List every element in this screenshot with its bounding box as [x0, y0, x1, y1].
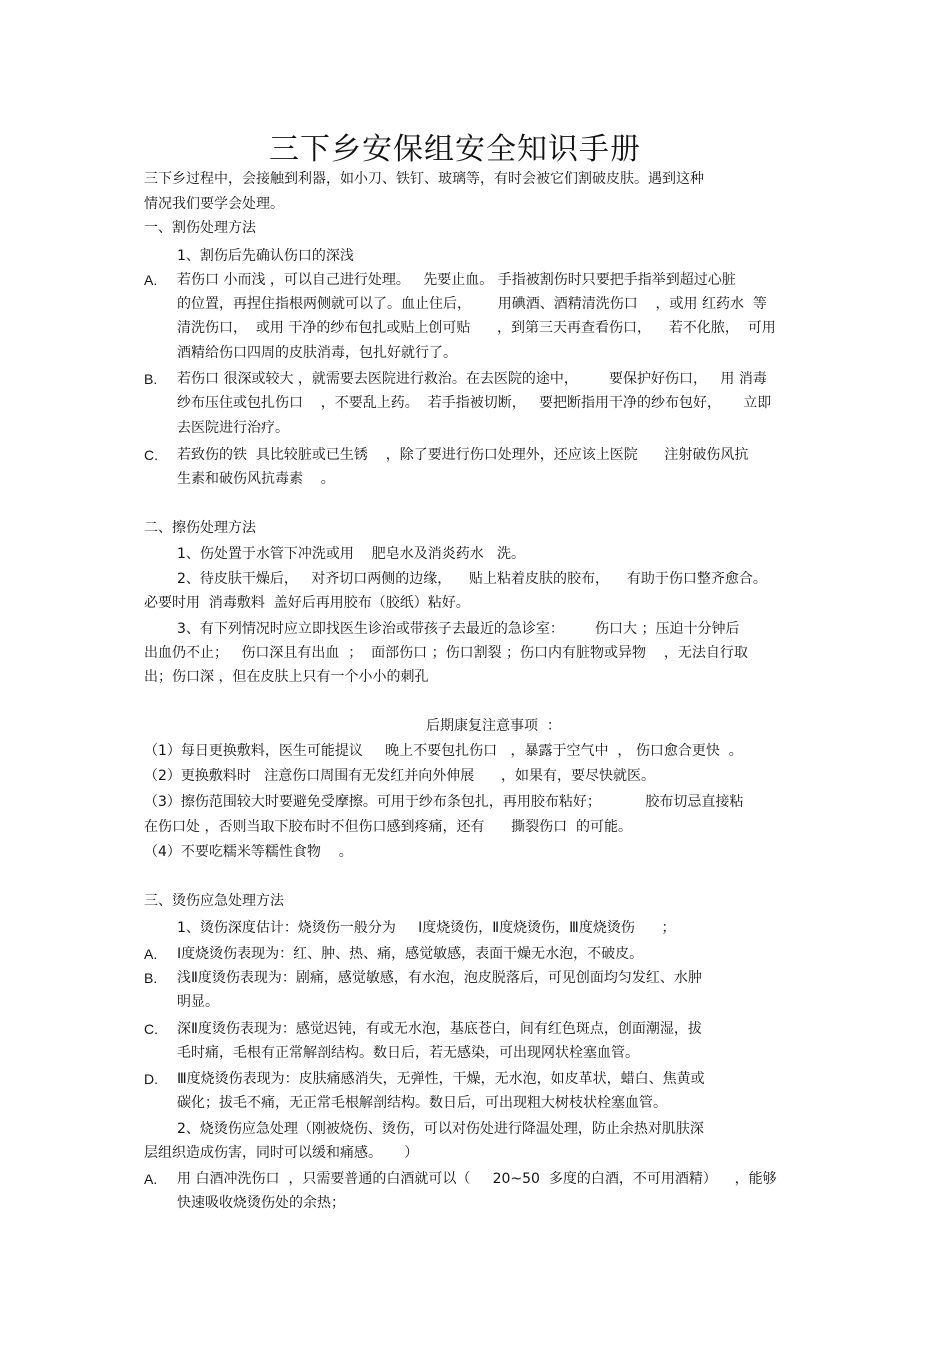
item-label: C.	[144, 447, 158, 463]
paragraph-line: 在伤口处 ，否则当取下胶布时不但伤口感到疼痛，还有 撕裂伤口 的可能。	[144, 819, 633, 835]
paragraph-line: 用 白酒冲洗伤口 ，只需要普通的白酒就可以（ 20~50 多度的白酒，不可用酒精） ，能够	[177, 1171, 777, 1187]
paragraph-line: 生素和破伤风抗毒素 。	[177, 471, 335, 487]
paragraph-line: 层组织造成伤害，同时可以缓和痛感。 ）	[144, 1145, 419, 1161]
paragraph-line: 毛时痛，毛根有正常解剖结构。数日后，若无感染，可出现网状栓塞血管。	[177, 1045, 639, 1061]
paragraph-line: 出；伤口深 ，但在皮肤上只有一个小小的刺孔	[144, 669, 429, 685]
paragraph-line: 出血仍不止； 伤口深且有出血 ； 面部伤口 ；伤口割裂 ；伤口内有脏物或异物 ，无法自行取	[144, 645, 748, 661]
section-heading: 一、割伤处理方法	[144, 220, 256, 236]
subheading: 1、割伤后先确认伤口的深浅	[177, 248, 354, 264]
item-label: A.	[144, 946, 158, 962]
section-heading: 三、烫伤应急处理方法	[144, 893, 284, 909]
paragraph-line: （1）每日更换敷料，医生可能提议 晚上不要包扎伤口 ，暴露于空气中 ， 伤口愈合更快 。	[144, 743, 743, 759]
item-label: A.	[144, 1171, 158, 1187]
paragraph-line: 去医院进行治疗。	[177, 420, 289, 436]
paragraph-line: 若伤口 小而浅 ，可以自己进行处理。 先要止血。 手指被割伤时只要把手指举到超过心脏	[177, 272, 736, 288]
item-label: C.	[144, 1021, 158, 1037]
paragraph-line: 明显。	[177, 994, 219, 1010]
paragraph-line: 的位置，再捏住指根两侧就可以了。血止住后， 用碘酒、酒精清洗伤口 ，或用 红药水 等	[177, 296, 767, 312]
section-heading: 二、擦伤处理方法	[144, 520, 256, 536]
paragraph-line: 必要时用 消毒敷料 盖好后再用胶布（胶纸）粘好。	[144, 595, 470, 611]
subheading: 1、烫伤深度估计：烧烫伤一般分为 Ⅰ度烧烫伤，Ⅱ度烧烫伤，Ⅲ度烧烫伤 ；	[177, 920, 676, 936]
intro-line: 三下乡过程中，会接触到利器，如小刀、铁钉、玻璃等，有时会被它们割破皮肤。遇到这种	[144, 171, 704, 187]
paragraph-line: 若致伤的铁 具比较脏或已生锈 ，除了要进行伤口处理外，还应该上医院 注射破伤风抗	[177, 447, 749, 463]
paragraph-line: （4）不要吃糯米等糯性食物 。	[144, 844, 353, 860]
page-title: 三下乡安保组安全知识手册	[269, 132, 641, 167]
paragraph-line: 快速吸收烧烫伤处的余热；	[177, 1195, 345, 1211]
paragraph-line: 2、待皮肤干燥后， 对齐切口两侧的边缘， 贴上粘着皮肤的胶布， 有助于伤口整齐愈合。	[177, 571, 767, 587]
item-label: B.	[144, 970, 158, 986]
item-label: A.	[144, 272, 158, 288]
paragraph-line: （2）更换敷料时 注意伤口周围有无发红并向外伸展 ，如果有，要尽快就医。	[144, 768, 655, 784]
intro-line: 情况我们要学会处理。	[144, 196, 284, 212]
paragraph-line: 3、有下列情况时应立即找医生诊治或带孩子去最近的急诊室： 伤口大 ；压迫十分钟后	[177, 621, 740, 637]
paragraph-line: 清洗伤口， 或用 干净的纱布包扎或贴上创可贴 ，到第三天再查看伤口， 若不化脓， 可用	[177, 320, 776, 336]
paragraph-line: 若伤口 很深或较大 ，就需要去医院进行救治。在去医院的途中， 要保护好伤口， 用 消毒	[177, 371, 767, 387]
paragraph-line: Ⅰ度烧烫伤表现为：红、肿、热、痛，感觉敏感，表面干燥无水泡，不破皮。	[177, 946, 644, 962]
subheading: 2、烧烫伤应急处理（刚被烧伤、烫伤，可以对伤处进行降温处理，防止余热对肌肤深	[177, 1121, 704, 1137]
subsection-title: 后期康复注意事项 ：	[426, 718, 561, 734]
paragraph-line: 1、伤处置于水管下冲洗或用 肥皂水及消炎药水 洗。	[177, 546, 526, 562]
paragraph-line: 浅Ⅱ度烫伤表现为：剧痛，感觉敏感，有水泡，泡皮脱落后，可见创面均匀发红、水肿	[177, 970, 702, 986]
item-label: D.	[144, 1071, 158, 1087]
paragraph-line: 深Ⅱ度烫伤表现为：感觉迟钝，有或无水泡，基底苍白，间有红色斑点，创面潮湿，拔	[177, 1021, 702, 1037]
paragraph-line: 酒精给伤口四周的皮肤消毒，包扎好就行了。	[177, 345, 457, 361]
paragraph-line: 纱布压住或包扎伤口 ，不要乱上药。 若手指被切断， 要把断指用干净的纱布包好， 立即	[177, 395, 772, 411]
paragraph-line: Ⅲ度烧烫伤表现为：皮肤痛感消失，无弹性，干燥，无水泡，如皮革状，蜡白、焦黄或	[177, 1071, 705, 1087]
paragraph-line: （3）擦伤范围较大时要避免受摩擦。可用于纱布条包扎，再用胶布粘好； 胶布切忌直接粘	[144, 794, 744, 810]
paragraph-line: 碳化；拔毛不痛，无正常毛根解剖结构。数日后，可出现粗大树枝状栓塞血管。	[177, 1095, 667, 1111]
item-label: B.	[144, 371, 158, 387]
